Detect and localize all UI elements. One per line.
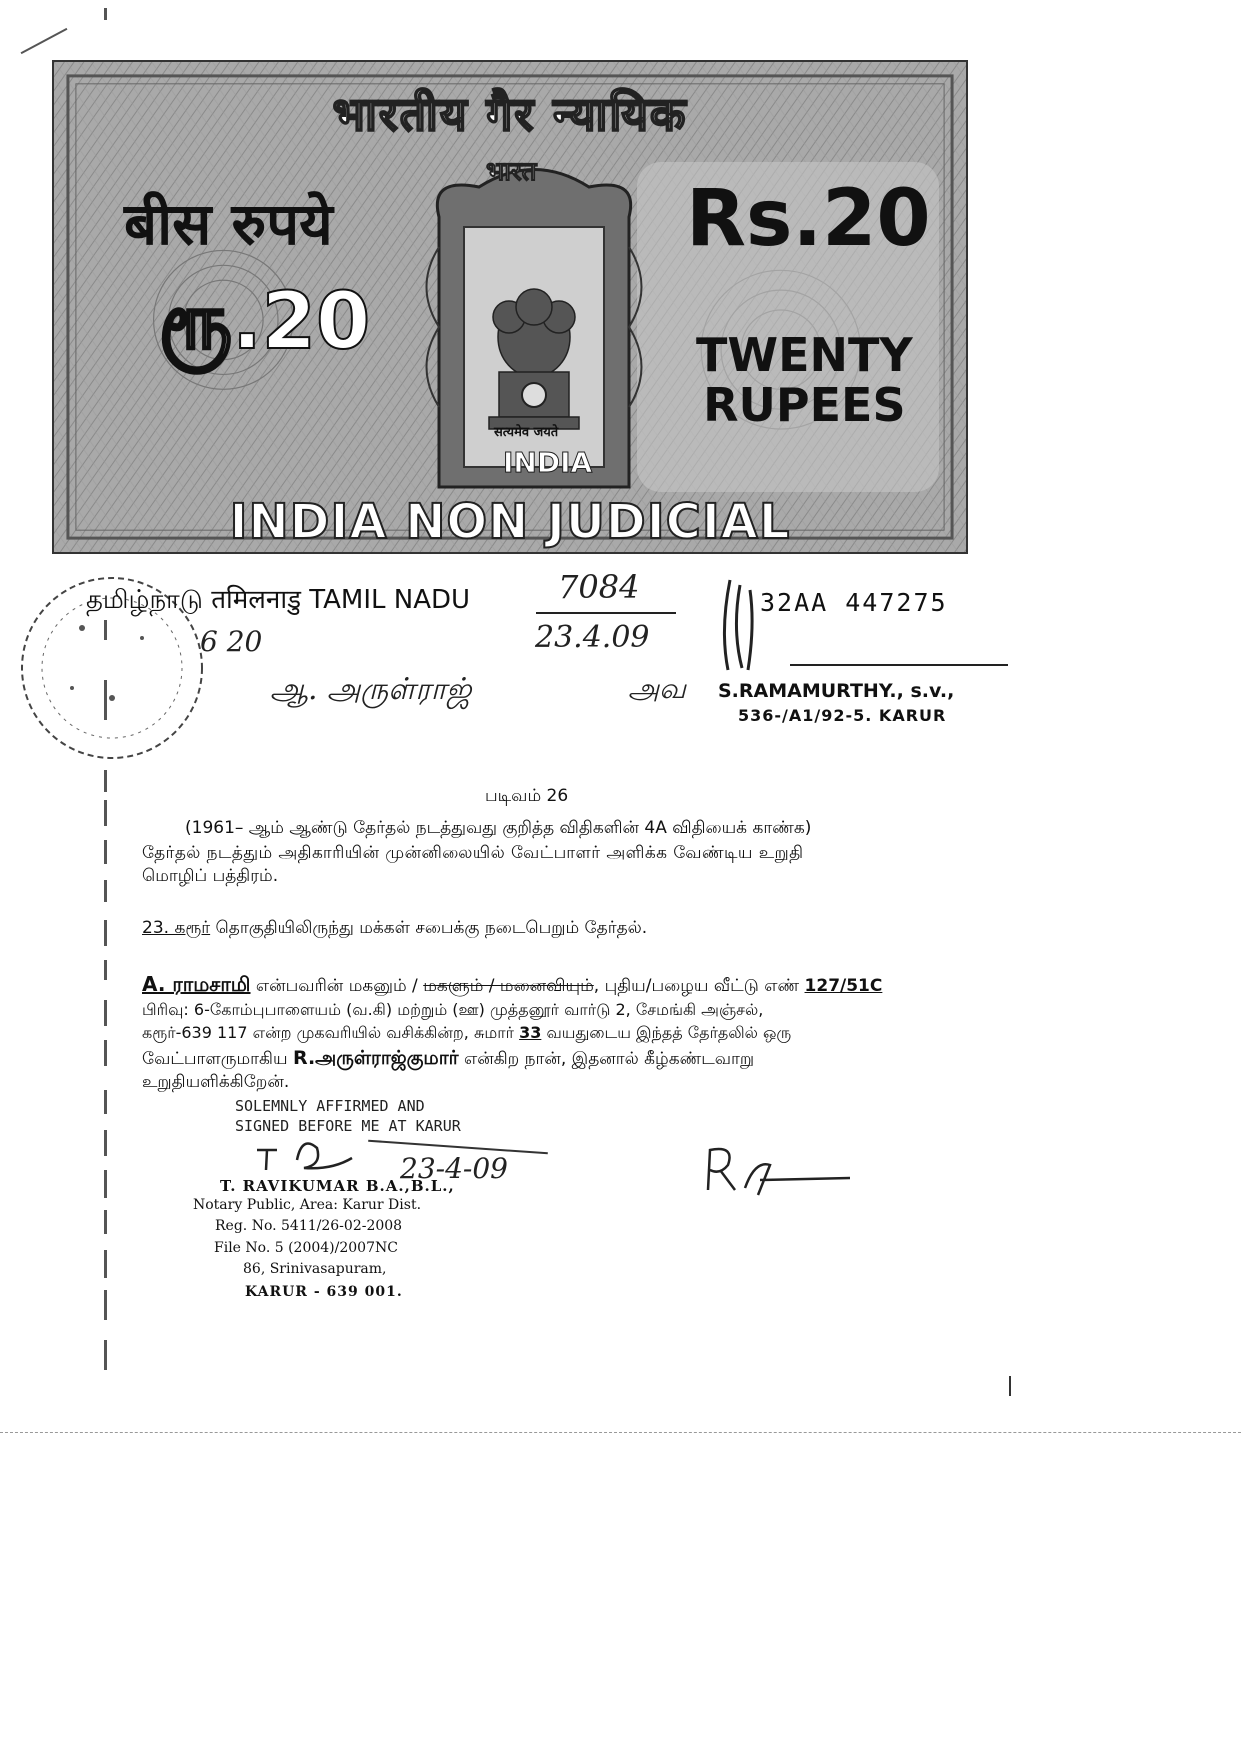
emblem-top-label: भारत xyxy=(486,157,537,187)
affidavit-line4 xyxy=(142,1047,754,1072)
emblem-bottom-label: INDIA xyxy=(503,446,593,479)
stamp-vendor-registration: 536-/A1/92-5. KARUR xyxy=(738,706,947,725)
stamp-number-underline xyxy=(536,612,676,614)
affidavit-line5: உறுதியளிக்கிறேன். xyxy=(142,1072,290,1092)
stamp-denomination-rs: Rs.20 xyxy=(686,174,931,264)
notary-sign-date: 23-4-09 xyxy=(400,1152,508,1185)
candidate-suffix: என்கிற நான், இதனால் கீழ்கண்டவாறு xyxy=(458,1049,755,1069)
scan-right-mark xyxy=(1009,1376,1011,1396)
handwritten-note: அவ xyxy=(628,672,686,705)
handwritten-date: 23.4.09 xyxy=(535,620,650,655)
stamp-paper xyxy=(52,60,968,554)
vendor-signature-line xyxy=(790,664,1008,666)
handwritten-code: 6 20 xyxy=(200,625,263,658)
stamp-vendor-name: S.RAMAMURTHY., s.v., xyxy=(718,680,955,702)
notary-signature xyxy=(252,1130,392,1180)
constituency-number: 23. கரூர் xyxy=(142,918,211,938)
stamp-serial-number: 32AA 447275 xyxy=(760,588,948,617)
state-name-line: தமிழ்நாடு तमिलनाडु TAMIL NADU xyxy=(86,585,471,615)
declaration-heading-line1: தேர்தல் நடத்தும் அதிகாரியின் முன்னிலையில் வேட்பாளர் அளிக்க வேண்டிய உறுதி xyxy=(142,843,804,863)
affidavit-line2: பிரிவு: 6-கோம்புபாளையம் (வ.கி) மற்றும் (ஊ) முத்தனூர் வார்டு 2, சேமங்கி அஞ்சல், xyxy=(142,1000,764,1019)
house-label: , புதிய/பழைய வீட்டு எண் xyxy=(593,976,805,996)
relation-text: என்பவரின் மகனும் / xyxy=(250,976,424,996)
struck-relation: மகளும் / மனைவியும் xyxy=(423,976,594,996)
age-suffix: வயதுடைய இந்தத் தேர்தலில் ஒரு xyxy=(541,1023,792,1042)
rule-reference: (1961– ஆம் ஆண்டு தேர்தல் நடத்துவது குறித்த விதிகளின் 4A விதியைக் காண்க) xyxy=(185,818,812,838)
handwritten-stamp-number: 7084 xyxy=(558,568,640,606)
candidate-age: 33 xyxy=(519,1023,542,1042)
form-title: படிவம் 26 xyxy=(485,786,569,806)
affirmation-line2: SIGNED BEFORE ME AT KARUR xyxy=(235,1117,461,1135)
notary-file-number: File No. 5 (2004)/2007NC xyxy=(214,1240,398,1256)
notary-registration: Reg. No. 5411/26-02-2008 xyxy=(215,1218,403,1234)
handwritten-purchaser-name: ஆ. அருள்ராஜ் xyxy=(270,672,472,707)
emblem-motto: सत्यमेव जयते xyxy=(494,425,559,440)
stamp-denomination-hindi: बीस रुपये xyxy=(124,190,333,258)
vendor-signature-icon xyxy=(710,570,780,680)
constituency-text: தொகுதியிலிருந்து மக்கள் சபைக்கு நடைபெறும் தேர்தல். xyxy=(210,918,648,938)
declaration-heading-line2: மொழிப் பத்திரம். xyxy=(142,866,279,886)
stamp-denomination-words xyxy=(696,330,913,430)
affidavit-line3 xyxy=(142,1023,791,1044)
house-number: 127/51C xyxy=(804,976,883,996)
stamp-title-hindi: भारतीय गैर न्यायिक xyxy=(332,87,688,141)
affirmation-line1: SOLEMNLY AFFIRMED AND xyxy=(235,1097,425,1115)
father-name: A. ராமசாமி xyxy=(142,972,251,996)
constituency-line xyxy=(142,918,647,940)
stamp-words-line2: RUPEES xyxy=(703,378,906,432)
notary-address-line2: KARUR - 639 001. xyxy=(245,1284,403,1300)
stamp-words-line1: TWENTY xyxy=(696,328,913,382)
stamp-denomination-tamil: ரூ.20 xyxy=(159,277,371,367)
ashoka-emblem xyxy=(409,157,659,537)
notary-title: Notary Public, Area: Karur Dist. xyxy=(193,1197,422,1213)
notary-name: T. RAVIKUMAR B.A.,B.L., xyxy=(220,1177,455,1195)
candidate-prefix: வேட்பாளருமாகிய xyxy=(142,1049,293,1069)
notary-address-line1: 86, Srinivasapuram, xyxy=(243,1261,387,1277)
stamp-title-english: INDIA NON JUDICIAL xyxy=(229,494,791,550)
scan-page-edge xyxy=(0,1432,1241,1433)
candidate-name: R.அருள்ராஜ்குமார் xyxy=(292,1047,459,1069)
scan-diagonal-mark xyxy=(21,28,68,54)
affidavit-line1 xyxy=(142,972,882,999)
deponent-signature xyxy=(700,1140,860,1200)
address-text: கரூர்-639 117 என்ற முகவரியில் வசிக்கின்ற, சுமார் xyxy=(142,1023,520,1042)
